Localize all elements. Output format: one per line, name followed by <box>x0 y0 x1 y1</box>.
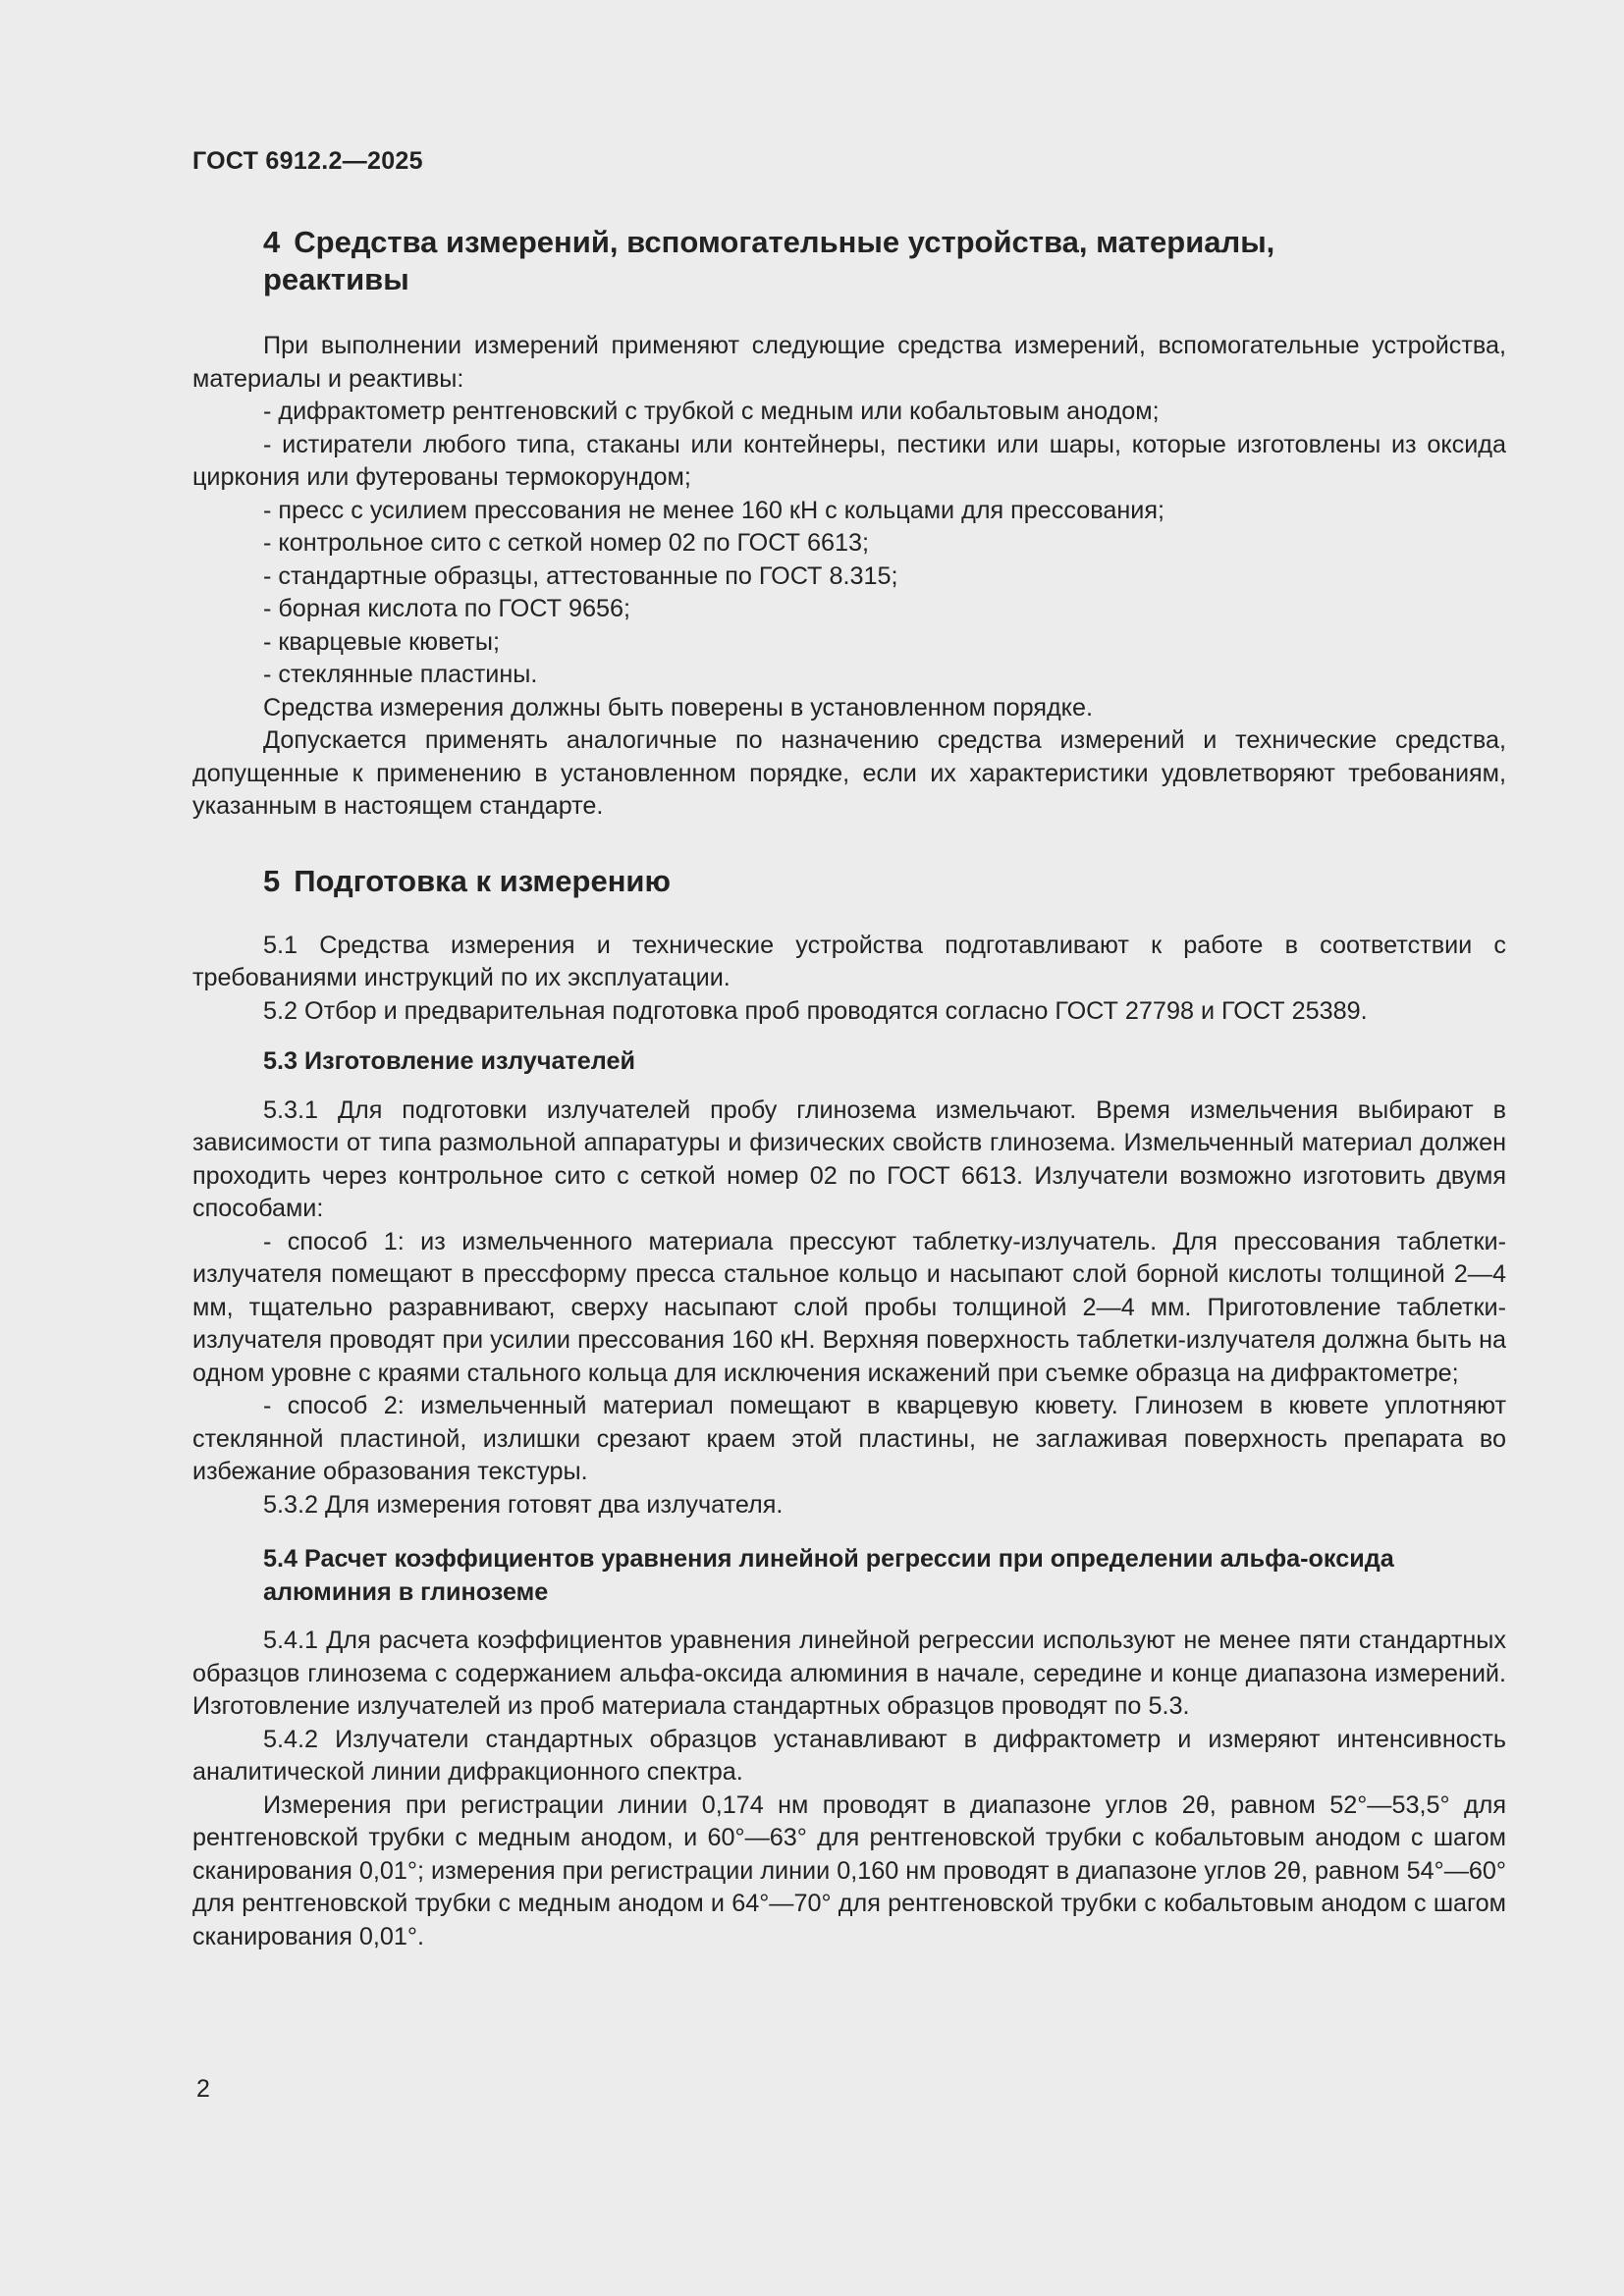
list-item: - контрольное сито с сеткой номер 02 по ГОСТ 6613; <box>263 529 870 557</box>
list-item: - дифрактометр рентгеновский с трубкой с медным или кобальтовым анодом; <box>263 398 1160 425</box>
list-item: - стандартные образцы, аттестованные по ГОСТ 8.315; <box>263 561 898 590</box>
page-number: 2 <box>196 2075 210 2103</box>
paragraph: Допускается применять аналогичные по назначению средства измерений и технические средства, допущенные к применению в установленном порядке, если их характеристики удовлетворяют требованиям, указанным в настоящем стандарте. <box>192 726 1506 820</box>
list-item: - кварцевые кюветы; <box>263 627 500 656</box>
list-item: - борная кислота по ГОСТ 9656; <box>263 595 630 622</box>
section-4-heading <box>263 224 1422 298</box>
section-number: 5 <box>263 863 281 898</box>
page-content <box>192 224 1506 1953</box>
section-title: Средства измерений, вспомогательные устройства, материалы, реактивы <box>263 225 1275 296</box>
section-5-heading <box>263 863 1422 900</box>
paragraph: 5.3.1 Для подготовки излучателей пробу глинозема измельчают. Время измельчения выбирают в зависимости от типа размольной аппаратуры и физических свойств глинозема. Измельченный материал должен проходить через контрольное сито с сеткой номер 02 по ГОСТ 6613. Излучатели возможно изготовить двумя способами: <box>192 1095 1506 1222</box>
paragraph: При выполнении измерений применяют следующие средства измерений, вспомогательные устройства, материалы и реактивы: <box>192 332 1506 393</box>
paragraph: 5.4.2 Излучатели стандартных образцов устанавливают в дифрактометр и измеряют интенсивность аналитической линии дифракционного спектра. <box>192 1725 1506 1786</box>
section-title: Подготовка к измерению <box>294 863 671 898</box>
paragraph: 5.2 Отбор и предварительная подготовка проб проводятся согласно ГОСТ 27798 и ГОСТ 25389. <box>263 996 1368 1025</box>
paragraph: - способ 1: из измельченного материала прессуют таблетку-излучатель. Для прессования таблетки-излучателя помещают в прессформу пресса стальное кольцо и насыпают слой борной кислоты толщиной 2—4 мм, тщательно разравнивают, сверху насыпают слой пробы толщиной 2—4 мм. Приготовление таблетки-излучателя проводят при усилии прессования 160 кН. Верхняя поверхность таблетки-излучателя должна быть на одном уровне с краями стального кольца для исключения искажений при съемке образца на дифрактометре; <box>192 1227 1506 1387</box>
list-item: - стеклянные пластины. <box>263 661 538 688</box>
paragraph: 5.4.1 Для расчета коэффициентов уравнения линейной регрессии используют не менее пяти стандартных образцов глинозема с содержанием альфа-оксида алюминия в начале, середине и конце диапазона измерений. Изготовление излучателей из проб материала стандартных образцов проводят по 5.3. <box>192 1627 1506 1720</box>
section-number: 4 <box>263 225 281 259</box>
list-item: - истиратели любого типа, стаканы или контейнеры, пестики или шары, которые изготовлены из оксида циркония или футерованы термокорундом; <box>192 430 1506 491</box>
list-item: - пресс с усилием прессования не менее 160 кН с кольцами для прессования; <box>263 496 1165 524</box>
paragraph: Средства измерения должны быть поверены в установленном порядке. <box>263 693 1093 721</box>
subsection-heading: 5.3 Изготовление излучателей <box>263 1047 635 1075</box>
document-code-header: ГОСТ 6912.2—2025 <box>192 147 423 175</box>
paragraph: 5.1 Средства измерения и технические устройства подготавливают к работе в соответствии с требованиями инструкций по их эксплуатации. <box>192 931 1506 991</box>
subsection-heading: 5.4 Расчет коэффициентов уравнения линейной регрессии при определении альфа-оксида алюминия в глиноземе <box>263 1545 1394 1606</box>
paragraph: 5.3.2 Для измерения готовят два излучателя. <box>263 1490 784 1519</box>
paragraph: Измерения при регистрации линии 0,174 нм проводят в диапазоне углов 2θ, равном 52°—53,5° для рентгеновской трубки с медным анодом, и 60°—63° для рентгеновской трубки с кобальтовым анодом с шагом сканирования 0,01°; измерения при регистрации линии 0,160 нм проводят в диапазоне углов 2θ, равном 54°—60° для рентгеновской трубки с медным анодом и 64°—70° для рентгеновской трубки с кобальтовым анодом с шагом сканирования 0,01°. <box>192 1790 1506 1950</box>
paragraph: - способ 2: измельченный материал помещают в кварцевую кювету. Глинозем в кювете уплотняют стеклянной пластиной, излишки срезают краем этой пластины, не заглаживая поверхность препарата во избежание образования текстуры. <box>192 1392 1506 1485</box>
